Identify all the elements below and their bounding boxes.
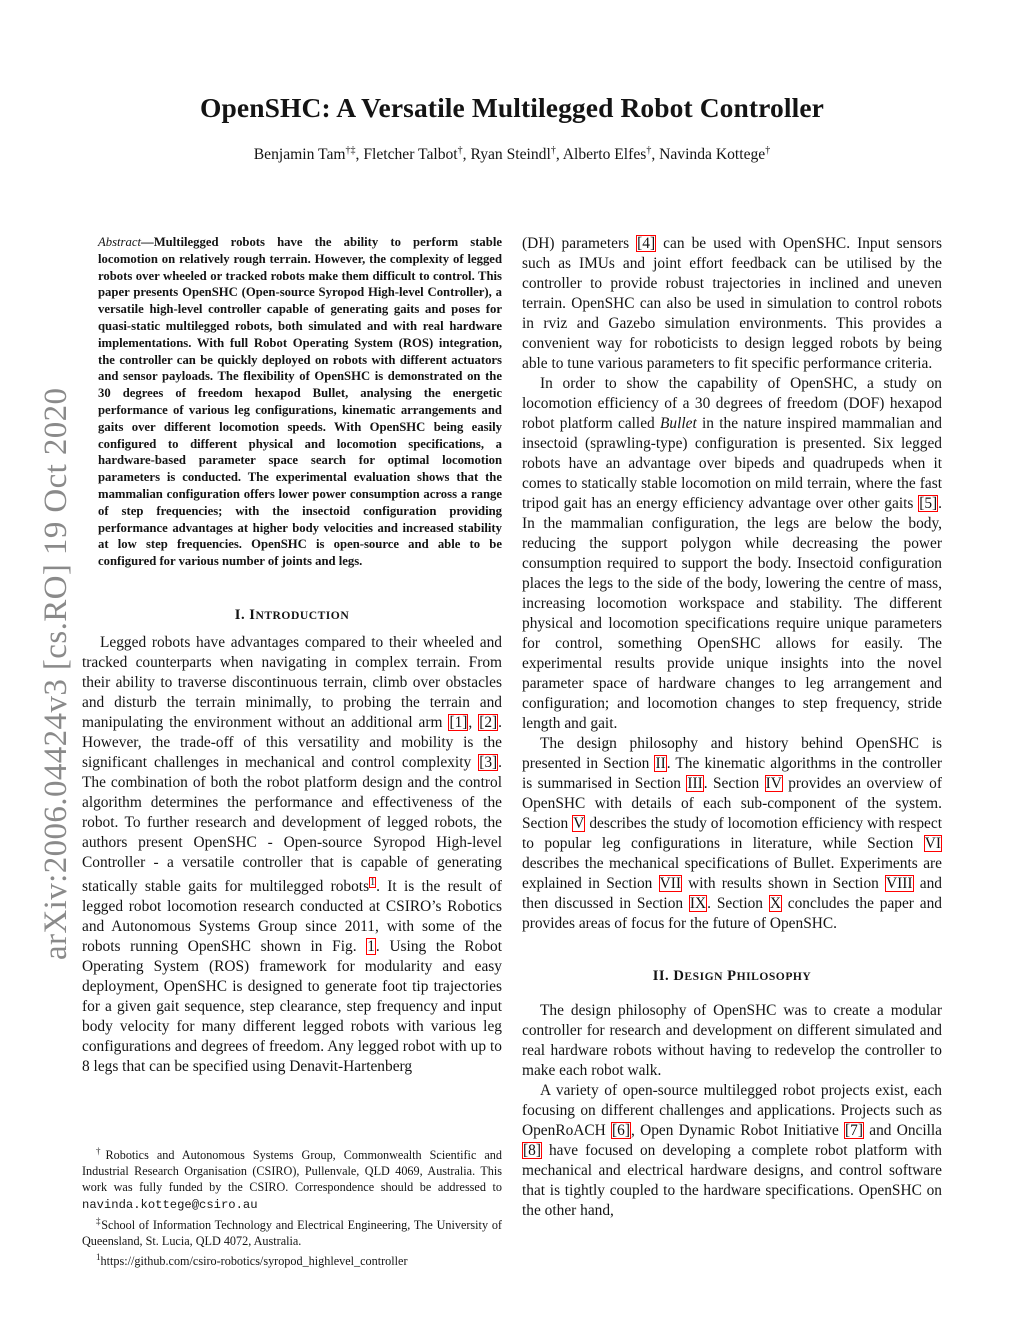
- section-link[interactable]: V: [573, 815, 585, 832]
- abstract: [82, 234, 502, 570]
- section-heading-introduction: [82, 607, 502, 624]
- text-run: Legged robots have advantages compared to their wheeled and tracked counterparts when navigating in complex terrain. From their ability to traverse discontinuous terrain, climb over obstacles and disturb the terrain minimally, to probing the terrain and manipulating the environment without an additional arm: [82, 633, 502, 731]
- text-run: . The combination of both the robot platform design and the control algorithm determines the performance and effectiveness of the robot. To further research and development of legged robots, the authors present OpenSHC - Open-source Syropod High-level Controller - a versatile controller that is capable of generating statically stable gaits for multilegged robots: [82, 753, 502, 895]
- text-run: The design philosophy and history behind OpenSHC is presented in Section: [522, 735, 942, 772]
- footnote-link-url[interactable]: https://github.com/csiro-robotics/syropod_highlevel_controller: [100, 1254, 408, 1269]
- author-list: [0, 145, 1024, 164]
- footnotes: [82, 1143, 502, 1269]
- author: Fletcher Talbot: [363, 146, 458, 163]
- section-number: II.: [652, 968, 670, 984]
- author-affiliation-mark: †‡: [345, 145, 356, 156]
- author: Alberto Elfes: [562, 146, 647, 163]
- design-paragraph: [522, 1081, 942, 1221]
- body-paragraph: [522, 734, 942, 934]
- text-run: with results shown in Section: [681, 875, 886, 892]
- paper-title: OpenSHC: A Versatile Multilegged Robot Controller: [200, 92, 824, 123]
- section-title-initial: D: [673, 968, 685, 984]
- text-run: have focused on developing a complete robot platform with mechanical and electrical hardware designs, and control software that is tightly coupled to the hardware specifications. OpenSHC on the other hand,: [522, 1142, 942, 1219]
- citation-link[interactable]: [1]: [449, 713, 468, 731]
- section-title-rest: ESIGN: [684, 970, 723, 983]
- text-run: . In the mammalian configuration, the legs are below the body, reducing the support polygon while decreasing the power consumption required to support the body. Insectoid configuration places the legs to the side of the body, lowering the centre of mass, increasing locomotion workspace and stability. The different physical and locomotion specifications require unique parameters for control, something OpenSHC allows for easily. The experimental results provide unique insights into the novel parameter space of hardware changes to leg arrangement and configuration; and locomotion changes to step frequency, stride length and gait.: [522, 495, 942, 732]
- email-address[interactable]: navinda.kottege@csiro.au: [82, 1197, 258, 1212]
- citation-link[interactable]: [3]: [479, 753, 498, 771]
- footnote-link[interactable]: 1: [370, 876, 376, 888]
- text-run: and then discussed in Section: [522, 875, 942, 912]
- text-run: . However, the trade-off of this versatility and mobility is the significant challenges in mechanical and control complexity: [82, 713, 502, 771]
- left-column: [82, 234, 502, 1077]
- footnote-text: School of Information Technology and Electrical Engineering, The University of Queensland, St. Lucia, QLD 4072, Australia.: [82, 1217, 502, 1249]
- section-heading-design-philosophy: [522, 968, 942, 985]
- citation-link[interactable]: [4]: [637, 235, 656, 252]
- footnote-affiliation-1: [82, 1143, 502, 1213]
- author: Ryan Steindl: [470, 146, 551, 163]
- text-run: . The kinematic algorithms in the controller is summarised in Section: [522, 755, 942, 792]
- author-affiliation-mark: †: [646, 145, 652, 156]
- author: Navinda Kottege: [659, 146, 766, 163]
- footnote-mark: 1: [96, 1252, 101, 1263]
- author-affiliation-mark: †: [765, 145, 771, 156]
- body-paragraph: [522, 234, 942, 374]
- section-number: I.: [234, 606, 246, 623]
- text-run: . Section: [707, 895, 769, 912]
- text-run: describes the mechanical specifications of Bullet. Experiments are explained in Section: [522, 855, 942, 892]
- robot-name: Bullet: [660, 415, 697, 432]
- author-separator: ,: [651, 146, 660, 163]
- author-separator: ,: [462, 146, 471, 163]
- text-run: . It is the result of legged robot locomotion research conducted at CSIRO’s Robotics and Autonomous Systems Group since 2011, with some of the robots running OpenSHC shown in Fig.: [82, 877, 502, 955]
- citation-link[interactable]: [7]: [845, 1122, 863, 1139]
- text-run: . Section: [703, 775, 765, 792]
- author: Benjamin Tam: [253, 146, 346, 163]
- text-run: (DH) parameters: [522, 235, 637, 252]
- section-title-rest: NTRODUCTION: [255, 608, 350, 622]
- footnote-text: Robotics and Autonomous Systems Group, Commonwealth Scientific and Industrial Research Organisation (CSIRO), Pullenvale, QLD 4069, Australia. This work was fully funded by the CSIRO. Correspondence should be addressed to: [82, 1148, 502, 1195]
- section-link[interactable]: II: [655, 755, 666, 772]
- citation-link[interactable]: [2]: [479, 713, 498, 731]
- design-paragraph: The design philosophy of OpenSHC was to create a modular controller for research and development on different simulated and real hardware robots without having to redevelop the controller to make each robot walk.: [522, 1002, 942, 1079]
- body-paragraph: [522, 374, 942, 734]
- citation-link[interactable]: [6]: [612, 1122, 630, 1139]
- abstract-text: Multilegged robots have the ability to perform stable locomotion on relatively rough terrain. However, the complexity of legged robots over wheeled or tracked robots make them difficult to control. This paper presents OpenSHC (Open-source Syropod High-level Controller), a versatile high-level controller capable of generating gaits and poses for quasi-static multilegged robots, both simulated and with real hardware implementations. With full Robot Operating System (ROS) integration, the controller can be quickly deployed on robots with different actuators and sensor payloads. The flexibility of OpenSHC is demonstrated on the 30 degrees of freedom hexapod Bullet, analysing the energetic performance of various leg configurations, kinematic arrangements and gaits over different locomotion speeds. With OpenSHC being easily configured to different physical and locomotion specifications, a hardware-based parameter space search for optimal locomotion parameters is conducted. The experimental evaluation shows that the mammalian configuration offers lower power consumption across a range of step frequencies; with the insectoid configuration providing performance advantages at higher body velocities and increased stability at low step frequencies. OpenSHC is open-source and able to be configured for various number of joints and legs.: [98, 235, 502, 569]
- author-separator: ,: [555, 146, 563, 163]
- arxiv-stamp[interactable]: arXiv:2006.04424v3 [cs.RO] 19 Oct 2020: [38, 387, 74, 960]
- section-link[interactable]: X: [769, 895, 781, 912]
- text-run: ,: [468, 713, 479, 731]
- footnote-mark: †: [96, 1146, 106, 1156]
- section-title-rest: HILOSOPHY: [736, 970, 812, 983]
- abstract-label: Abstract: [98, 235, 141, 249]
- text-run: , Open Dynamic Robot Initiative: [631, 1122, 845, 1139]
- figure-link[interactable]: 1: [367, 937, 375, 955]
- text-run: provides an overview of OpenSHC with details of each sub-component of the system. Section: [522, 775, 942, 832]
- section-link[interactable]: IX: [689, 895, 707, 912]
- author-separator: ,: [355, 146, 364, 163]
- author-affiliation-mark: †: [550, 145, 556, 156]
- text-run: describes the study of locomotion efficiency with respect to popular leg configurations in literature, while Section: [522, 815, 942, 852]
- abstract-dash: —: [141, 235, 154, 249]
- section-title-initial: P: [727, 968, 737, 984]
- text-run: concludes the paper and provides areas of focus for the future of OpenSHC.: [522, 895, 942, 932]
- right-column: [522, 234, 942, 1221]
- footnote-mark: ‡: [96, 1215, 102, 1226]
- section-link[interactable]: VI: [924, 835, 941, 852]
- text-run: A variety of open-source multilegged robot projects exist, each focusing on different challenges and applications. Projects such as OpenRoACH: [522, 1082, 942, 1139]
- text-run: can be used with OpenSHC. Input sensors such as IMUs and joint effort feedback can be utilised by the controller to provide robust trajectories in inclined and uneven terrain. OpenSHC can also be used in simulation to control robots in rviz and Gazebo simulation environments. This provides a convenient way for roboticists to design legged robots by being able to tune various parameters to fit specific performance criteria.: [522, 235, 942, 372]
- text-run: and Oncilla: [863, 1122, 943, 1139]
- section-link[interactable]: IV: [765, 775, 782, 792]
- text-run: . Using the Robot Operating System (ROS) framework for modularity and easy deployment, OpenSHC is designed to generate foot tip trajectories for a given gait sequence, step clearance, step frequency and input body velocity for many different legged robots with various leg configurations and degrees of freedom. Any legged robot with up to 8 legs that can be specified using Denavit-Hartenberg: [82, 937, 502, 1075]
- author-affiliation-mark: †: [457, 145, 463, 156]
- citation-link[interactable]: [5]: [919, 495, 938, 512]
- section-title-initial: I: [249, 606, 256, 623]
- section-link[interactable]: III: [687, 775, 703, 792]
- footnote-affiliation-2: [82, 1213, 502, 1249]
- footnote-url: [82, 1249, 502, 1269]
- intro-paragraph: [82, 633, 502, 1077]
- section-link[interactable]: VIII: [886, 875, 913, 892]
- text-run: in the nature inspired mammalian and insectoid (sprawling-type) configuration is presented. Six legged robots have an advantage over bipeds and quadrupeds when it comes to statically stable locomotion on mild terrain, where the fast tripod gait has an energy efficiency advantage over other gaits: [522, 415, 942, 512]
- section-link[interactable]: VII: [659, 875, 681, 892]
- text-run: In order to show the capability of OpenSHC, a study on locomotion efficiency of a 30 degrees of freedom (DOF) hexapod robot platform called: [522, 375, 942, 432]
- citation-link[interactable]: [8]: [523, 1142, 541, 1159]
